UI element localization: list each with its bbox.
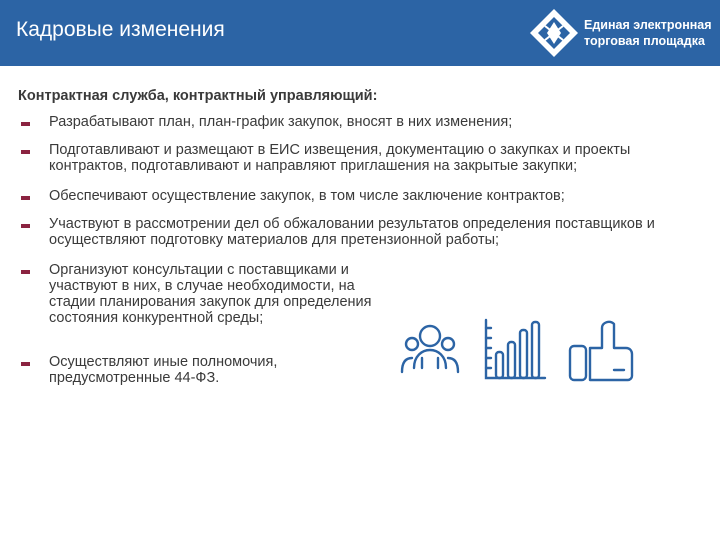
bullet-marker bbox=[21, 150, 30, 154]
header-bar bbox=[0, 0, 720, 66]
bullet-marker bbox=[21, 270, 30, 274]
list-item-text: Организуют консультации с поставщиками и участвуют в них, в случае необходимости, на стадии планирования закупок для определения состояния конкурентной среды; bbox=[49, 262, 372, 326]
people-group-icon bbox=[402, 326, 458, 372]
list-item-text: Подготавливают и размещают в ЕИС извещения, документацию о закупках и проекты контрактов, подготавливают и направляют приглашения на закрытые закупки; bbox=[49, 142, 631, 174]
page-title: Кадровые изменения bbox=[16, 18, 225, 41]
eetp-logo-icon bbox=[529, 8, 579, 58]
bullet-marker bbox=[21, 196, 30, 200]
list-item-text: Участвуют в рассмотрении дел об обжаловании результатов определения поставщиков и осуществляют подготовку материалов для претензионной работы; bbox=[49, 216, 655, 248]
section-heading: Контрактная служба, контрактный управляющий: bbox=[18, 88, 378, 104]
bullet-marker bbox=[21, 224, 30, 228]
logo bbox=[529, 8, 714, 58]
thumbs-up-icon bbox=[570, 322, 632, 380]
illustration-icons bbox=[400, 318, 640, 388]
logo-text-line2: торговая площадка bbox=[584, 34, 705, 48]
bar-chart-icon bbox=[486, 320, 545, 378]
list-item-text: Осуществляют иные полномочия, предусмотренные 44-ФЗ. bbox=[49, 354, 278, 386]
list-item-text: Разрабатывают план, план-график закупок, вносят в них изменения; bbox=[49, 114, 513, 130]
list-item-text: Обеспечивают осуществление закупок, в том числе заключение контрактов; bbox=[49, 188, 565, 204]
bullet-marker bbox=[21, 122, 30, 126]
bullet-marker bbox=[21, 362, 30, 366]
logo-text-line1: Единая электронная bbox=[584, 18, 712, 32]
logo-text bbox=[584, 17, 712, 49]
